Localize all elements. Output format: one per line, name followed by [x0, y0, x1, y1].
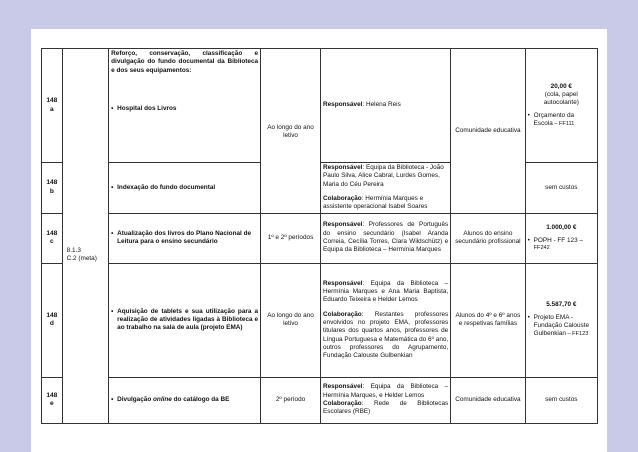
- cost-value: 5.587,70 €: [546, 301, 577, 309]
- cost-source-ref: – FF111: [552, 120, 575, 127]
- activity-cell: [109, 263, 261, 377]
- activity-cell: [109, 377, 261, 423]
- cost-cell: sem custos: [525, 377, 597, 423]
- activity-title: Atualização dos livros do Plano Nacional de Leitura para o ensino secundário: [117, 229, 252, 246]
- bullet-icon: •: [527, 111, 530, 119]
- responsible-label: Responsável: [323, 279, 363, 287]
- bullet-icon: •: [111, 307, 114, 315]
- list-item: [111, 396, 258, 404]
- activity-title: Aquisição de tablets e sua utilização para a realização de atividades ligadas à Biblioteca e ao trabalho na sala de aula (projeto EMA): [117, 307, 259, 332]
- activity-id: 148 b: [42, 163, 63, 214]
- activity-id: 148 c: [42, 213, 63, 263]
- cost-cell: sem custos: [525, 163, 597, 214]
- collaboration-label: Colaboração: [323, 194, 362, 202]
- bullet-icon: •: [111, 395, 114, 403]
- responsible-cell: [321, 163, 451, 214]
- table-row: [42, 49, 598, 163]
- reference-cell: 8.1.3 C.2 (meta): [62, 49, 109, 424]
- list-item: [528, 314, 595, 339]
- responsible-text: : Equipa da Biblioteca - João Paulo Silva, Alice Cabral, Lurdes Gomes, Maria do Céu Pereira: [323, 164, 444, 188]
- table-row: [42, 263, 598, 377]
- responsible-label: Responsável: [323, 101, 363, 109]
- cost-value: 20,00 €: [550, 82, 572, 90]
- bullet-icon: •: [111, 183, 114, 191]
- table-row: [42, 213, 598, 263]
- activity-title-prefix: Divulgação: [117, 395, 154, 403]
- bullet-icon: •: [527, 236, 530, 244]
- activity-id: 148 e: [42, 377, 63, 423]
- collaboration-text: : Rede de Bibliotecas Escolares (RBE): [323, 400, 449, 416]
- cost-source: Orçamento da Escola: [533, 111, 575, 127]
- timing-cell: 1º e 2º períodos: [261, 213, 321, 263]
- bullet-icon: •: [111, 104, 114, 112]
- activity-plan-table: [41, 48, 598, 424]
- bullet-icon: •: [111, 229, 114, 237]
- cost-detail: (cola, papel autocolante): [543, 91, 579, 107]
- responsible-cell: [321, 213, 451, 263]
- cost-cell: [525, 49, 597, 163]
- responsible-cell: [321, 377, 451, 423]
- table-row: [42, 377, 598, 423]
- cost-source-ref: – FF123: [565, 331, 589, 338]
- activity-title-suffix: do catálogo da BE: [171, 395, 230, 403]
- timing-cell: Ao longo do ano letivo: [261, 49, 321, 214]
- public-cell: Alunos do 4º e 6º anos e respetivas famílias: [451, 263, 525, 377]
- responsible-text: : Equipa da Biblioteca – Hermínia Marques e Ana Maria Baptista, Eduardo Teixeira e Helder Lemos: [323, 279, 449, 304]
- activity-title: Indexação do fundo documental: [117, 183, 216, 191]
- public-cell: Comunidade educativa: [451, 49, 525, 214]
- bullet-icon: •: [527, 313, 530, 321]
- responsible-label: Responsável: [323, 221, 363, 229]
- list-item: [111, 184, 258, 192]
- collaboration-label: Colaboração: [323, 400, 362, 408]
- timing-cell: 2º período: [261, 377, 321, 423]
- responsible-label: Responsável: [323, 383, 363, 391]
- document-page: [31, 29, 607, 452]
- list-item: [111, 105, 258, 113]
- cost-source-ref: FF242: [533, 244, 550, 251]
- activity-id: 148 a: [42, 49, 63, 163]
- responsible-text: : Equipa da Biblioteca – Hermínia Marques, e Helder Lemos: [323, 383, 449, 399]
- activity-id: 148 d: [42, 263, 63, 377]
- activity-cell: [109, 49, 261, 163]
- activity-title: Hospital dos Livros: [117, 104, 177, 112]
- list-item: [528, 237, 595, 245]
- public-cell: Comunidade educativa: [451, 377, 525, 423]
- responsible-cell: [321, 263, 451, 377]
- cost-cell: [525, 263, 597, 377]
- activity-cell: [109, 163, 261, 214]
- collaboration-label: Colaboração: [323, 310, 362, 318]
- activity-intro: Reforço, conservação, classificação e divulgação do fundo documental da Biblioteca e dos seus equipamentos:: [111, 50, 259, 74]
- list-item: [111, 230, 258, 247]
- list-item: [528, 112, 595, 129]
- activity-title-emphasis: online: [153, 395, 172, 403]
- cost-source: POPH - FF 123 –: [533, 236, 583, 244]
- responsible-label: Responsável: [323, 164, 363, 171]
- collaboration-text: : Restantes professores envolvidos no projeto EMA, professores titulares dos quartos anos, professores de Língua Portuguesa e Matemática do 6º ano, outros professores do Agrupamento, Fundação Calouste Gulbenkian: [323, 310, 449, 360]
- responsible-text: : Professores de Português do ensino secundário (Isabel Aranda Correia, Cecília Torres, Clara Wildschütz) e Equipa da Biblioteca – Hermínia Marques: [323, 221, 449, 254]
- activity-cell: [109, 213, 261, 263]
- cost-value: 1.000,00 €: [546, 224, 577, 232]
- public-cell: Alunos do ensino secundário profissional: [451, 213, 525, 263]
- timing-cell: Ao longo do ano letivo: [261, 263, 321, 377]
- cost-source: Projeto EMA - Fundação Calouste Gulbenkian: [533, 313, 590, 338]
- cost-cell: [525, 213, 597, 263]
- responsible-text: : Helena Reis: [362, 101, 401, 109]
- responsible-cell: [321, 49, 451, 163]
- collaboration-text: : Hermínia Marques e assistente operacional Isabel Soares: [323, 194, 428, 211]
- list-item: [111, 308, 258, 333]
